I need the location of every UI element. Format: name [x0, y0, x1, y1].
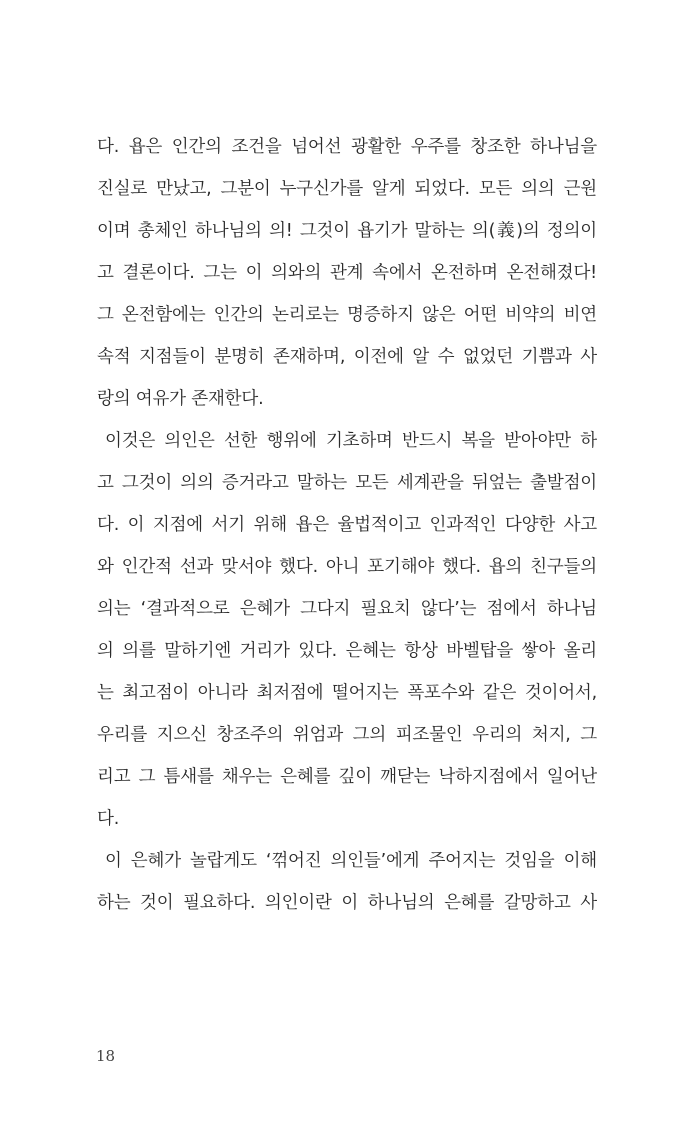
body-text	[97, 126, 597, 924]
text-line: 다. 욥은 인간의 조건을 넘어선 광활한 우주를 창조한 하나님을	[97, 137, 597, 157]
text-line: 랑의 여유가 존재한다.	[97, 389, 264, 409]
text-line: 고 결론이다. 그는 이 의와의 관계 속에서 온전하며 온전해졌다!	[97, 263, 597, 283]
text-line: 그 온전함에는 인간의 논리로는 명증하지 않은 어떤 비약의 비연	[97, 305, 597, 325]
text-line: 하는 것이 필요하다. 의인이란 이 하나님의 은혜를 갈망하고 사	[97, 893, 597, 913]
text-line: 이 은혜가 놀랍게도 ‘꺾어진 의인들’에게 주어지는 것임을 이해	[105, 851, 597, 871]
text-line: 이며 총체인 하나님의 의! 그것이 욥기가 말하는 의(義)의 정의이	[97, 221, 597, 241]
text-line: 우리를 지으신 창조주의 위엄과 그의 피조물인 우리의 처지, 그	[97, 725, 597, 745]
text-line: 와 인간적 선과 맞서야 했다. 아니 포기해야 했다. 욥의 친구들의	[97, 557, 597, 577]
text-line: 진실로 만났고, 그분이 누구신가를 알게 되었다. 모든 의의 근원	[97, 179, 597, 199]
text-line: 다.	[97, 809, 120, 829]
text-line: 의는 ‘결과적으로 은혜가 그다지 필요치 않다’는 점에서 하나님	[97, 599, 597, 619]
text-line: 리고 그 틈새를 채우는 은혜를 깊이 깨닫는 낙하지점에서 일어난	[97, 767, 597, 787]
text-line: 다. 이 지점에 서기 위해 욥은 율법적이고 인과적인 다양한 사고	[97, 515, 597, 535]
text-line: 이것은 의인은 선한 행위에 기초하며 반드시 복을 받아야만 하	[105, 431, 597, 451]
text-line: 속적 지점들이 분명히 존재하며, 이전에 알 수 없었던 기쁨과 사	[97, 347, 597, 367]
page-number: 18	[96, 1047, 116, 1065]
text-line: 의 의를 말하기엔 거리가 있다. 은혜는 항상 바벨탑을 쌓아 올리	[97, 641, 597, 661]
text-line: 는 최고점이 아니라 최저점에 떨어지는 폭포수와 같은 것이어서,	[97, 683, 597, 703]
text-line: 고 그것이 의의 증거라고 말하는 모든 세계관을 뒤엎는 출발점이	[97, 473, 597, 493]
